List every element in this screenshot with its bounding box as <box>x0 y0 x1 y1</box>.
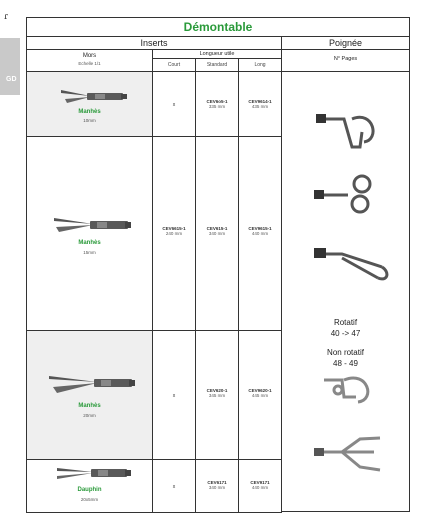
ref-length: 440 mm <box>251 485 269 490</box>
ref-code: CEV615-1 <box>206 226 228 231</box>
ref-code: CEV6o5-1 <box>206 99 228 104</box>
insert-name: Manhès <box>78 240 101 246</box>
long-cell <box>238 136 282 331</box>
handle-icon <box>324 378 368 402</box>
standard-cell <box>195 459 239 513</box>
mors-label: Mors <box>82 53 97 59</box>
ref-length: 440 mm <box>251 231 269 236</box>
pages-header: N° Pages <box>281 49 410 72</box>
ref-length: 340 mm <box>208 231 226 236</box>
grasper-insert-icon <box>27 137 154 332</box>
ref-length: 335 mm <box>208 104 226 109</box>
insert-name: Manhès <box>78 109 101 115</box>
length-header: Longueur utile <box>152 49 282 59</box>
long-cell <box>238 330 282 460</box>
inserts-header: Inserts <box>26 36 282 50</box>
side-tab <box>0 10 20 95</box>
grasper-insert-icon <box>27 72 154 138</box>
standard-header: Standard <box>195 58 239 72</box>
handle-illustrations <box>282 72 411 513</box>
handle-icon <box>314 438 380 470</box>
long-cell <box>238 71 282 137</box>
insert-size: 20x5mm <box>80 497 99 502</box>
standard-cell <box>195 330 239 460</box>
insert-name: Manhès <box>78 403 101 409</box>
handle-icon <box>314 248 387 279</box>
side-tab-top <box>0 10 20 38</box>
ref-code: CEV9171 <box>250 480 270 485</box>
non-rotatif-pages: 48 - 49 <box>333 359 358 368</box>
ref-code: CEV9614-1 <box>248 99 272 104</box>
ref-code: CEV620-1 <box>206 388 228 393</box>
court-cell: x <box>152 71 196 137</box>
handle-column <box>281 71 410 512</box>
court-header: Court <box>152 58 196 72</box>
ref-length: 240 mm <box>165 231 183 236</box>
court-cell: x <box>152 330 196 460</box>
insert-size: 20mm <box>83 413 96 418</box>
grasper-insert-icon <box>27 331 154 461</box>
insert-cell <box>26 459 153 513</box>
ref-code: CEV6171 <box>207 480 227 485</box>
court-cell: x <box>152 459 196 513</box>
table-title: Démontable <box>26 17 410 37</box>
insert-size: 15mm <box>83 250 96 255</box>
section-header-row <box>26 36 410 50</box>
long-cell <box>238 459 282 513</box>
ref-code: CEV9615-1 <box>248 226 272 231</box>
scale-label: Echelle 1/1 <box>78 61 101 66</box>
standard-cell <box>195 71 239 137</box>
poignee-header: Poignée <box>281 36 410 50</box>
rotatif-pages: 40 -> 47 <box>330 329 361 338</box>
mors-header <box>26 49 153 72</box>
insert-cell <box>26 71 153 137</box>
standard-cell <box>195 136 239 331</box>
handle-icon <box>316 114 373 147</box>
catalog-table <box>26 17 411 513</box>
court-cell <box>152 136 196 331</box>
side-tab-mark: ɾ <box>4 12 9 22</box>
ref-code: CEV6615-1 <box>162 226 186 231</box>
table-body <box>26 49 410 513</box>
non-rotatif-label: Non rotatif <box>327 348 364 357</box>
insert-name: Dauphin <box>77 487 102 493</box>
ref-length: 340 mm <box>208 485 226 490</box>
ref-length: 345 mm <box>208 393 226 398</box>
rotatif-label: Rotatif <box>333 318 358 327</box>
insert-cell <box>26 330 153 460</box>
insert-cell <box>26 136 153 331</box>
handle-icon <box>314 176 370 212</box>
ref-code: CEV9620-1 <box>248 388 272 393</box>
insert-size: 10mm <box>83 118 96 123</box>
ref-length: 435 mm <box>251 104 269 109</box>
ref-length: 445 mm <box>251 393 269 398</box>
long-header: Long <box>238 58 282 72</box>
side-tab-code: GD <box>6 76 17 83</box>
